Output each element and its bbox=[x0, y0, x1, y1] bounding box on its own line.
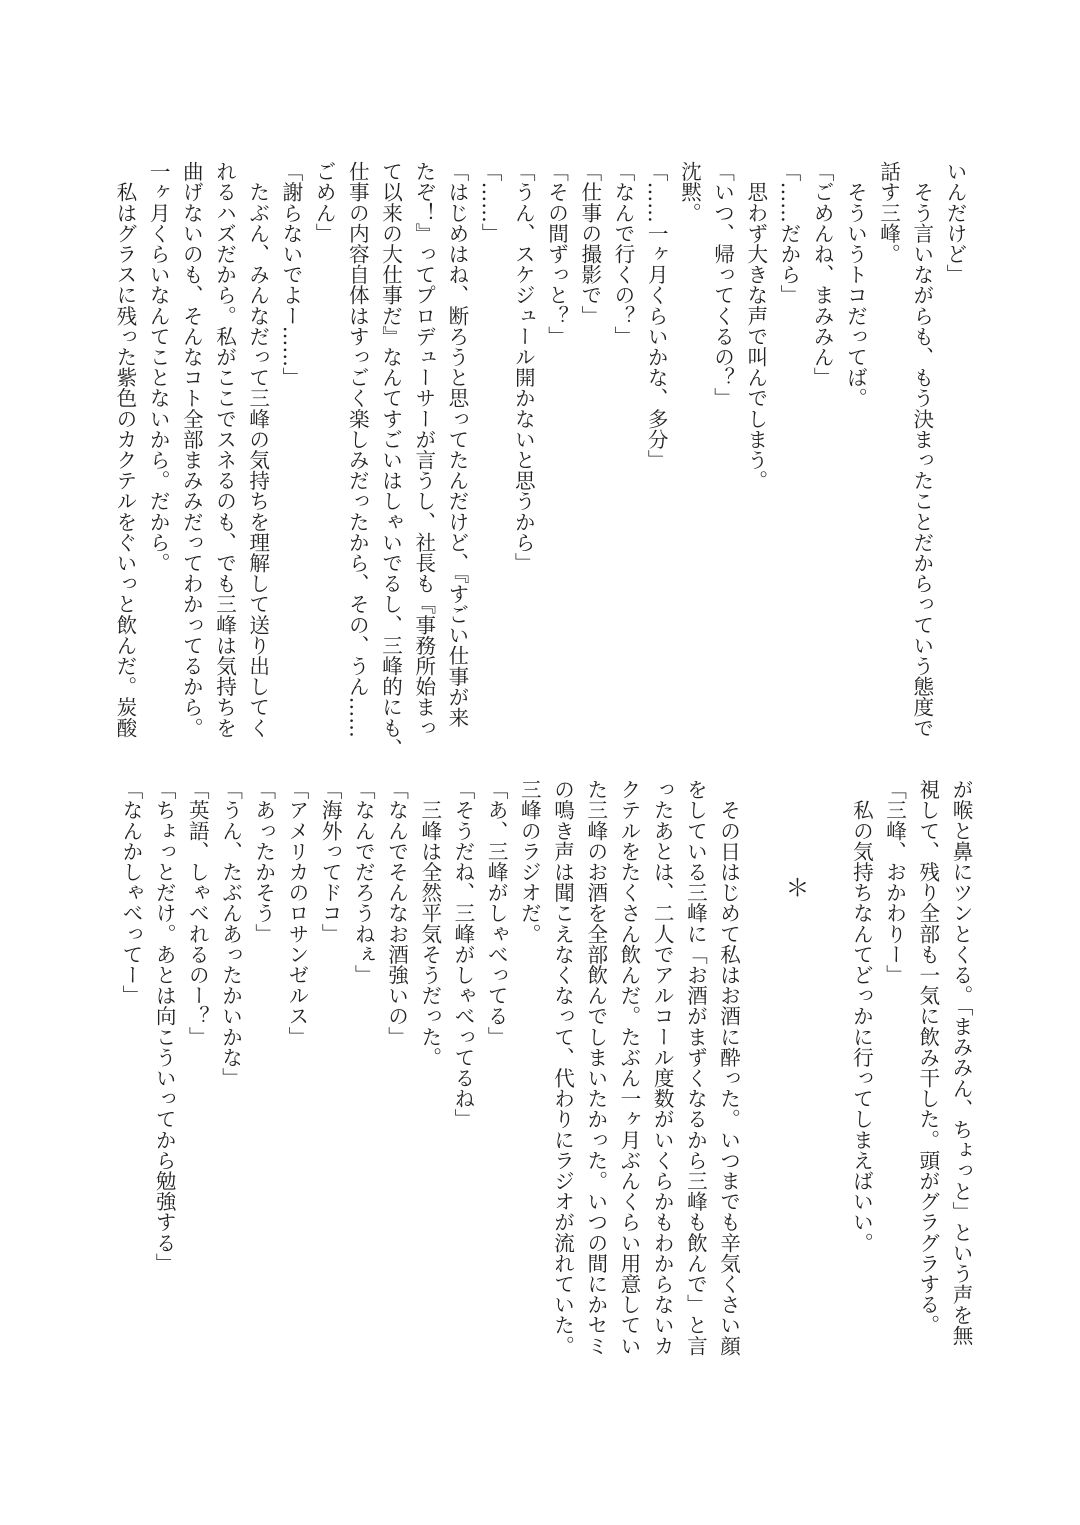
text-line: いんだけど」 bbox=[943, 161, 967, 285]
text-line: 私はグラスに残った紫色のカクテルをぐいっと飲んだ。炭酸 bbox=[112, 161, 137, 738]
text-line: をしている三峰に「お酒がまずくなるから三峰も飲んで」と言 bbox=[683, 779, 708, 1356]
text-line: 「あったかそう」 bbox=[251, 779, 276, 944]
text-line: 「ごめんね、まみみん」 bbox=[810, 161, 835, 388]
text-line: 視して、残り全部も一気に飲み干した。頭がグラグラする。 bbox=[915, 779, 940, 1336]
text-line: 私の気持ちなんてどっかに行ってしまえばいい。 bbox=[849, 779, 874, 1253]
lower-text-block bbox=[114, 779, 977, 1379]
text-line: 「はじめはね、断ろうと思ってたんだけど、『すごい仕事が来 bbox=[444, 161, 469, 728]
text-line: 「英語、しゃべれるのー？」 bbox=[185, 779, 210, 1047]
text-line: その日はじめて私はお酒に酔った。いつまでも辛気くさい顔 bbox=[716, 779, 741, 1356]
text-line: 「なんでだろうねぇ」 bbox=[351, 779, 376, 985]
text-line: たぶん、みんなだって三峰の気持ちを理解して送り出してく bbox=[245, 161, 270, 738]
text-line: ったあとは、二人でアルコール度数がいくらかもわからないカ bbox=[650, 779, 675, 1356]
text-line: 「そうだね、三峰がしゃべってるね」 bbox=[450, 779, 475, 1130]
text-line: 「……」 bbox=[478, 161, 503, 244]
text-line: たぞ！』ってプロデューサーが言うし、社長も『事務所始まっ bbox=[411, 161, 436, 738]
blank-line bbox=[745, 779, 778, 1379]
text-line: た三峰のお酒を全部飲んでしまいたかった。いつの間にかセミ bbox=[583, 779, 608, 1356]
text-line: クテルをたくさん飲んだ。たぶん一ヶ月ぶんくらい用意してい bbox=[616, 779, 641, 1356]
text-line: そういうトコだってば。 bbox=[843, 161, 868, 409]
text-line: 「……一ヶ月くらいかな、多分」 bbox=[644, 161, 669, 470]
text-line: 「なんかしゃべってー」 bbox=[118, 779, 143, 1006]
text-line: て以来の大仕事だ』なんてすごいはしゃいでるし、三峰的にも、 bbox=[378, 161, 403, 759]
section-separator: ＊ bbox=[780, 875, 809, 899]
text-line: の鳴き声は聞こえなくなって、代わりにラジオが流れていた。 bbox=[550, 779, 575, 1356]
text-line: 「謝らないでよー……」 bbox=[278, 161, 303, 388]
text-line: 「うん、たぶんあったかいかな」 bbox=[218, 779, 243, 1088]
text-line: 「海外ってドコ」 bbox=[318, 779, 343, 944]
text-line: 「その間ずっと？」 bbox=[544, 161, 569, 347]
text-line: 「……だから」 bbox=[776, 161, 801, 306]
text-line: 「なんで行くの？」 bbox=[610, 161, 635, 347]
text-line: 三峰のラジオだ。 bbox=[517, 779, 542, 944]
blank-line bbox=[811, 779, 844, 1379]
text-line: そう言いながらも、もう決まったことだからっていう態度で bbox=[909, 161, 934, 738]
text-line: 「三峰、おかわりー」 bbox=[882, 779, 907, 985]
text-line: 仕事の内容自体はすっごく楽しみだったから、その、うん…… bbox=[345, 161, 370, 738]
text-line: 「アメリカのロサンゼルス」 bbox=[284, 779, 309, 1047]
text-line: 「あ、三峰がしゃべってる」 bbox=[484, 779, 509, 1047]
upper-text-block bbox=[108, 161, 971, 759]
text-line: 三峰は全然平気そうだった。 bbox=[417, 779, 442, 1068]
text-line: 「仕事の撮影で」 bbox=[577, 161, 602, 326]
text-line: 「いつ、帰ってくるの？」 bbox=[710, 161, 735, 409]
text-line: れるハズだから。私がここでスネるのも、でも三峰は気持ちを bbox=[212, 161, 237, 738]
text-line: 「なんでそんなお酒強いの」 bbox=[384, 779, 409, 1047]
text-line: 話す三峰。 bbox=[876, 161, 901, 264]
text-line: 曲げないのも、そんなコト全部まみみだってわかってるから。 bbox=[179, 161, 204, 738]
text-line: 思わず大きな声で叫んでしまう。 bbox=[743, 161, 768, 491]
text-line: 「うん、スケジュール開かないと思うから」 bbox=[511, 161, 536, 573]
text-line: ごめん」 bbox=[312, 161, 337, 244]
text-line: が喉と鼻にツンとくる。「まみみん、ちょっと」という声を無 bbox=[949, 779, 973, 1346]
text-line: 一ヶ月くらいなんてことないから。だから。 bbox=[146, 161, 171, 573]
text-line: 「ちょっとだけ。あとは向こういってから勉強する」 bbox=[152, 779, 177, 1274]
text-line: 沈黙。 bbox=[677, 161, 702, 223]
